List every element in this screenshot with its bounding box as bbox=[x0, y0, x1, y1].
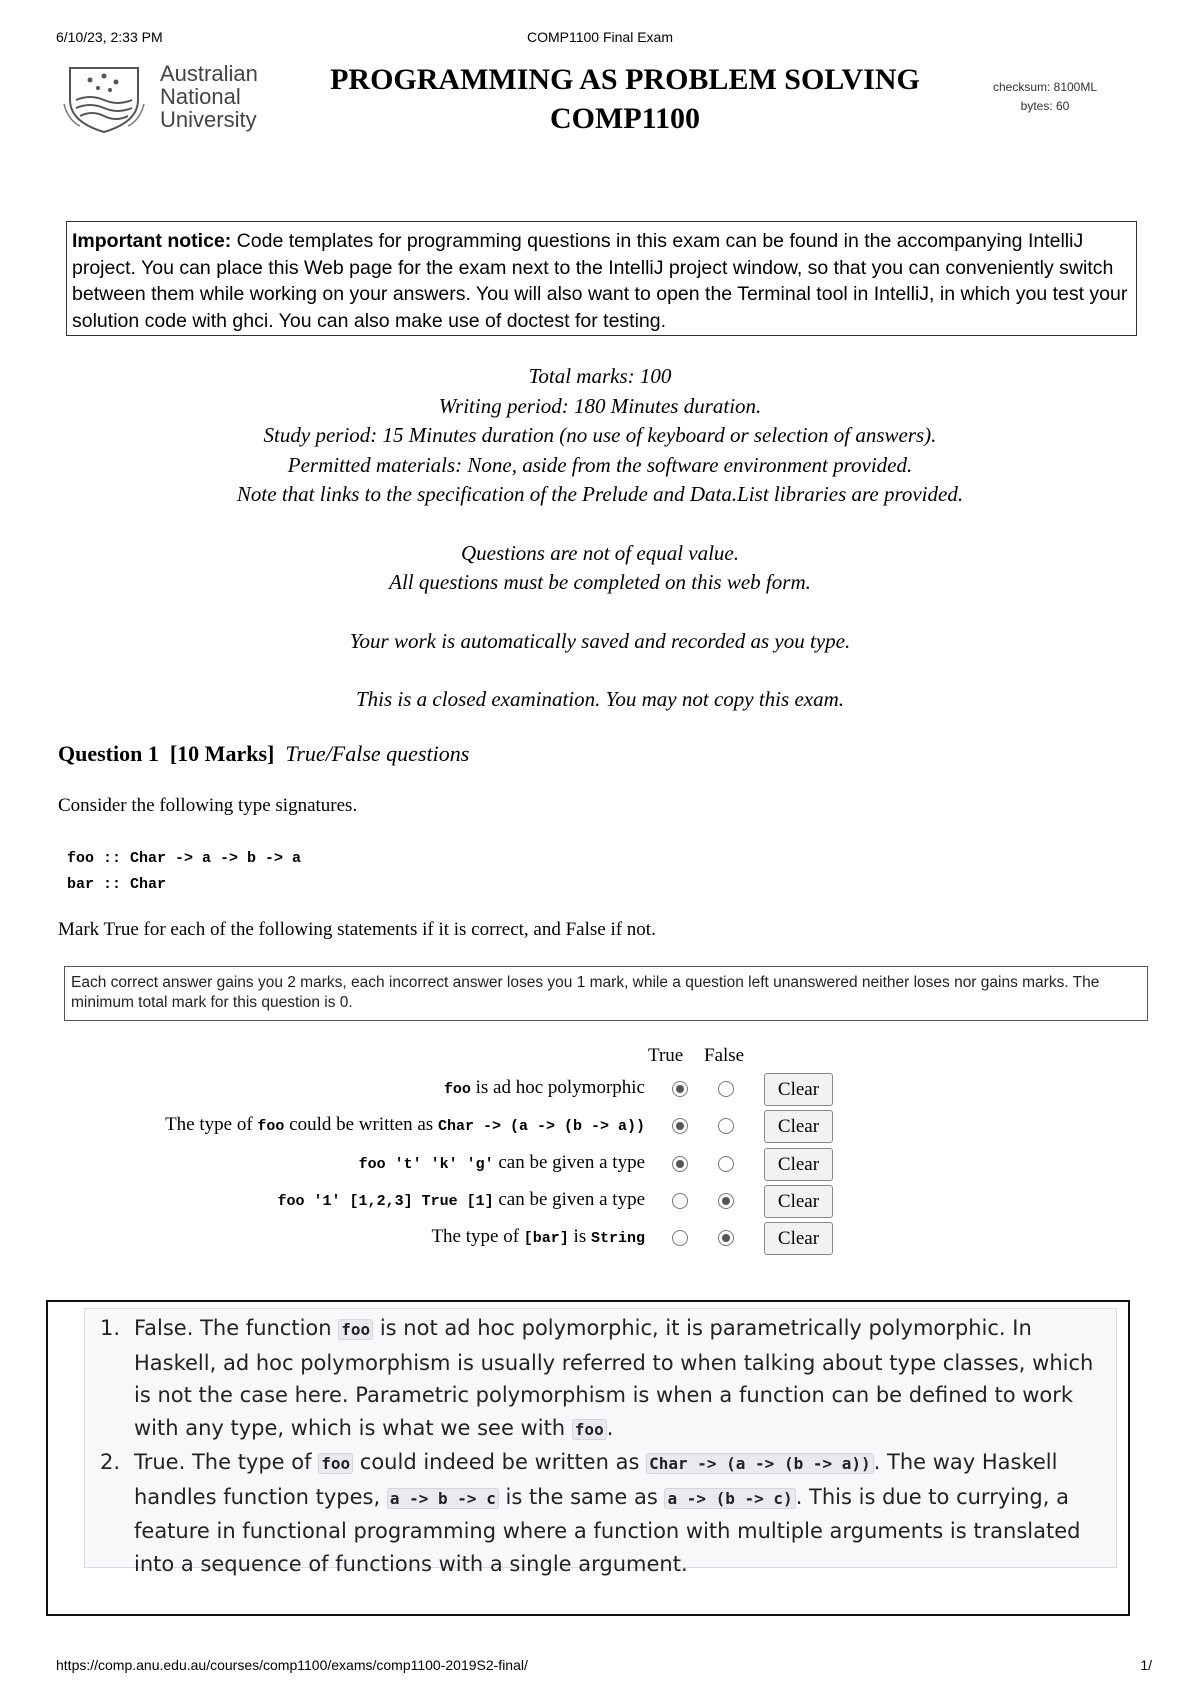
radio-false-2[interactable] bbox=[718, 1118, 734, 1134]
statement-code: Char -> (a -> (b -> a)) bbox=[437, 1118, 645, 1135]
question-number: Question 1 bbox=[58, 741, 159, 766]
answer-number-2: 2. bbox=[100, 1450, 121, 1474]
study-period: Study period: 15 Minutes duration (no use of keyboard or selection of answers). bbox=[263, 423, 937, 447]
answer-code: a -> (b -> c) bbox=[664, 1488, 795, 1509]
logo-line-3: University bbox=[160, 107, 257, 132]
print-date: 6/10/23, 2:33 PM bbox=[56, 29, 163, 45]
clear-button-3[interactable]: Clear bbox=[764, 1148, 833, 1181]
answer-text: is not ad hoc polymorphic, it is parametrically polymorphic. In Haskell, ad hoc polymorphism is usually referred to when talking about type classes, which is not the case here. Parametric polymorphism is when a function can be defined to work with any type, which is what we see with bbox=[134, 1316, 1094, 1440]
course-title bbox=[290, 60, 960, 138]
answer-text: True. The type of bbox=[134, 1450, 319, 1474]
statement-text: could be written as bbox=[284, 1114, 438, 1135]
question-instruction: Mark True for each of the following statements if it is correct, and False if not. bbox=[58, 919, 656, 940]
course-title-line-2: COMP1100 bbox=[550, 102, 700, 135]
answer-text: could indeed be written as bbox=[353, 1450, 647, 1474]
total-marks: Total marks: 100 bbox=[528, 364, 672, 388]
writing-period: Writing period: 180 Minutes duration. bbox=[438, 393, 762, 418]
statement-4 bbox=[278, 1189, 645, 1211]
type-signatures bbox=[67, 846, 301, 898]
checksum-text: checksum: 8100ML bbox=[992, 80, 1098, 94]
logo-line-1: Australian bbox=[160, 61, 258, 86]
statement-text: can be given a type bbox=[493, 1152, 645, 1173]
statement-text: is ad hoc polymorphic bbox=[470, 1077, 645, 1098]
clear-button-2[interactable]: Clear bbox=[764, 1110, 833, 1143]
question-type: True/False questions bbox=[285, 741, 470, 766]
question-1-heading bbox=[58, 741, 469, 767]
exam-info bbox=[0, 362, 1200, 715]
answer-code: Char -> (a -> (b -> a)) bbox=[646, 1453, 874, 1474]
bytes-text: bytes: 60 bbox=[1020, 99, 1070, 113]
answer-text: False. The function bbox=[134, 1316, 339, 1340]
checksum-info bbox=[960, 78, 1130, 116]
answer-code: foo bbox=[318, 1453, 353, 1474]
question-intro: Consider the following type signatures. bbox=[58, 795, 358, 816]
radio-false-4[interactable] bbox=[718, 1193, 734, 1209]
radio-true-5[interactable] bbox=[672, 1230, 688, 1246]
logo-line-2: National bbox=[160, 84, 241, 109]
radio-true-4[interactable] bbox=[672, 1193, 688, 1209]
permitted-materials: Permitted materials: None, aside from the software environment provided. bbox=[287, 452, 913, 477]
answer-list bbox=[100, 1312, 1110, 1580]
answer-text: . The way Haskell handles function types, bbox=[134, 1450, 1058, 1509]
clear-button-5[interactable]: Clear bbox=[764, 1222, 833, 1255]
marking-note: Each correct answer gains you 2 marks, each incorrect answer loses you 1 mark, while a question left unanswered neither loses nor gains marks. The minimum total mark for this question is 0. bbox=[64, 966, 1148, 1021]
clear-button-4[interactable]: Clear bbox=[764, 1185, 833, 1218]
links-note: Note that links to the specification of the Prelude and Data.List libraries are provided. bbox=[236, 482, 964, 506]
code-line-2: bar :: Char bbox=[67, 876, 167, 893]
university-name bbox=[160, 62, 258, 131]
column-false: False bbox=[704, 1045, 745, 1066]
radio-true-1[interactable] bbox=[672, 1081, 688, 1097]
statement-3 bbox=[359, 1152, 645, 1174]
statement-2 bbox=[165, 1114, 645, 1136]
statement-code: String bbox=[590, 1230, 645, 1247]
statement-code: foo 't' 'k' 'g' bbox=[358, 1156, 494, 1173]
footer-page-number: 1/ bbox=[1140, 1657, 1152, 1673]
radio-false-1[interactable] bbox=[718, 1081, 734, 1097]
radio-true-3[interactable] bbox=[672, 1156, 688, 1172]
answer-number-1: 1. bbox=[100, 1316, 121, 1340]
question-marks: [10 Marks] bbox=[169, 741, 275, 766]
statement-text: The type of bbox=[431, 1226, 524, 1247]
closed-exam-note: This is a closed examination. You may not copy this exam. bbox=[355, 687, 844, 711]
important-notice bbox=[66, 221, 1137, 336]
statement-text: The type of bbox=[165, 1114, 258, 1135]
answer-item-2 bbox=[100, 1446, 1110, 1580]
radio-false-3[interactable] bbox=[718, 1156, 734, 1172]
footer-url: https://comp.anu.edu.au/courses/comp1100/exams/comp1100-2019S2-final/ bbox=[56, 1657, 528, 1673]
answer-code: foo bbox=[338, 1319, 373, 1340]
course-title-line-1: PROGRAMMING AS PROBLEM SOLVING bbox=[330, 63, 920, 96]
code-line-1: foo :: Char -> a -> b -> a bbox=[67, 850, 302, 867]
autosave-note: Your work is automatically saved and recorded as you type. bbox=[349, 628, 851, 653]
answer-code: a -> b -> c bbox=[387, 1488, 499, 1509]
clear-button-1[interactable]: Clear bbox=[764, 1073, 833, 1106]
statement-code: foo bbox=[257, 1118, 285, 1135]
radio-true-2[interactable] bbox=[672, 1118, 688, 1134]
statement-text: can be given a type bbox=[493, 1189, 645, 1210]
answer-text: . bbox=[606, 1415, 614, 1440]
unequal-note: Questions are not of equal value. bbox=[460, 540, 739, 565]
statement-text: is bbox=[568, 1226, 591, 1247]
radio-false-5[interactable] bbox=[718, 1230, 734, 1246]
answer-text: is the same as bbox=[498, 1484, 665, 1509]
print-title: COMP1100 Final Exam bbox=[526, 29, 673, 45]
answer-item-1 bbox=[100, 1312, 1110, 1446]
complete-note: All questions must be completed on this web form. bbox=[389, 570, 811, 594]
statement-code: foo bbox=[443, 1081, 471, 1098]
answer-text: . This is due to currying, a feature in functional programming where a function with multiple arguments is translated into a sequence of functions with a single argument. bbox=[134, 1484, 1081, 1576]
notice-label: Important notice: bbox=[72, 230, 232, 252]
answer-code: foo bbox=[572, 1419, 607, 1440]
statement-code: foo '1' [1,2,3] True [1] bbox=[277, 1193, 494, 1210]
statement-5 bbox=[431, 1226, 645, 1248]
column-true: True bbox=[648, 1045, 684, 1066]
statement-1 bbox=[444, 1077, 645, 1099]
statement-code: [bar] bbox=[523, 1230, 569, 1247]
notice-text: Code templates for programming questions in this exam can be found in the accompanying IntelliJ project. You can place this Web page for the exam next to the IntelliJ project window, so that you can conveniently switch between them while working on your answers. You will also want to open the Terminal tool in IntelliJ, in which you test your solution code with ghci. You can also make use of doctest for testing. bbox=[72, 230, 1128, 332]
